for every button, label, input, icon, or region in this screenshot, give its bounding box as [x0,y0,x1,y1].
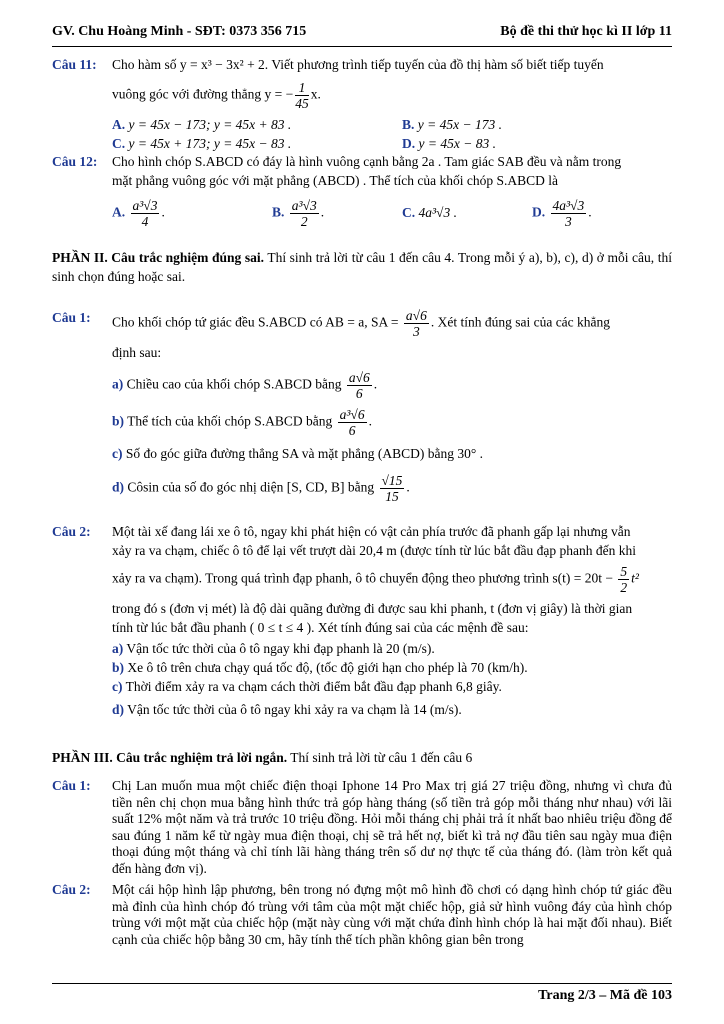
part2-question-2 [52,522,672,719]
fraction [131,198,160,229]
numerator: a√6 [348,370,370,385]
question-text-line1 [112,308,672,339]
statement-a: a) Chiều cao của khối chóp S.ABCD bằng $\frac{a√6}{6}$ . [112,370,378,401]
statement-text: Xe ô tô trên chưa chạy quá tốc độ, (tốc độ giới hạn cho phép là 70 (km/h). [127,660,528,675]
question-text: vuông góc với đường thẳng y = − [112,86,294,102]
question-number: Câu 2: [52,882,91,897]
option-c [402,203,532,222]
options-row-2 [112,134,672,153]
option-label: B. [272,204,285,220]
question-text: Cho hình chóp S.ABCD có đáy là hình vuông cạnh bằng 2a . Tam giác SAB đều và nằm trong [112,154,622,169]
statement-b: b) Thể tích của khối chóp S.ABCD bằng $\frac{\text{a³√6}}{6}$ . [112,407,372,438]
fraction [551,198,587,229]
statement-c [112,677,672,696]
denominator: 15 [385,489,399,504]
option-text: y = 45x − 83 . [418,136,496,151]
options-row-1 [112,115,672,134]
question-11 [52,55,672,153]
option-label: D. [402,136,416,151]
question-number: Câu 1: [52,310,91,325]
statement-d: d) Côsin của số đo góc nhị diện [S, CD, B] bằng $\frac{√15}{15}$ . [112,473,410,504]
statement-label: b) [112,413,125,429]
statement-label: c) [112,446,123,461]
option-text: y = 45x + 173; y = 45x − 83 . [128,136,292,151]
question-text: x. [310,86,321,102]
numerator: a³√3 [291,198,317,213]
denominator: 45 [295,96,309,111]
option-text: 4a³√3 . [418,204,457,220]
statement-label: b) [112,660,125,675]
part-title: PHẦN III. Câu trắc nghiệm trả lời ngắn. [52,750,288,765]
question-text-line2 [112,80,672,111]
question-text: Chị Lan muốn mua một chiếc điện thoại Iphone 14 Pro Max trị giá 27 triệu đồng, nhưng vì chưa đủ tiền nên chị chọn mua bằng hình thức trả góp hàng tháng (số tiền trả góp mỗi tháng như nhau) với lãi suất 12% một năm và trả trước 10 triệu đồng. Hỏi mỗi tháng chị phải trả ít nhất bao nhiêu triệu đồng để sau đúng 1 năm kể từ ngày mua điện thoại, chị sẽ trả hết nợ, biết kì trả nợ đầu tiên sau ngày mua điện thoại đúng một tháng và chỉ tính lãi hàng tháng trên số dư nợ thực tế của tháng đó. (làm tròn kết quả đến hàng đơn vị). [112,778,672,876]
option-c [112,134,402,153]
question-text: Một cái hộp hình lập phương, bên trong nó đựng một mô hình đồ chơi có dạng hình chóp tứ giác đều mà đỉnh của hình chóp đó trùng với tâm của một mặt chiếc hộp, giả sử hình vuông đáy của hình chóp trùng với một mặt của chiếc hộp (mặt này cùng với mặt chứa đỉnh hình chóp là hai mặt đối nhau). Biết cạnh của chiếc hộp bằng 30 cm, hãy tính thể tích phần không gian bên trong [112,882,672,947]
question-number: Câu 2: [52,524,91,539]
statement-label: d) [112,702,125,717]
statement-d [112,700,672,719]
denominator: 3 [564,214,572,229]
part3-question-2 [52,882,672,948]
question-text: trong đó s (đơn vị mét) là độ dài quãng đường đi được sau khi phanh, t (đơn vị giây) là thời gian [112,601,633,616]
fraction [338,407,367,438]
numerator: a√6 [405,308,427,323]
statement-c [112,444,672,463]
options-row [112,198,672,229]
question-text: tính từ lúc bắt đầu phanh ( 0 ≤ t ≤ 4 ). Xét tính đúng sai của các mệnh đề sau: [112,620,529,635]
statement-text: Chiều cao của khối chóp S.ABCD bằng [126,376,342,392]
statement-b [112,658,672,677]
option-label: A. [112,117,126,132]
statement-text: Vận tốc tức thời của ô tô ngay khi đạp phanh là 20 (m/s). [126,641,435,656]
denominator: 6 [348,423,356,438]
denominator: 2 [300,214,308,229]
page-number: Trang 2/3 – Mã đề 103 [538,988,672,1003]
numerator: 4a³√3 [552,198,585,213]
statement-text: Thời điểm xảy ra va chạm cách thời điểm bắt đầu đạp phanh 6,8 giây. [125,679,502,694]
question-text: Một tài xế đang lái xe ô tô, ngay khi phát hiện có vật cản phía trước đã phanh gấp lại nhưng vẫn [112,524,631,539]
option-a [112,115,402,134]
statement-a [112,639,672,658]
numerator: √15 [381,473,403,488]
option-text: y = 45x − 173 . [417,117,502,132]
statement-label: d) [112,479,125,495]
author-info: GV. Chu Hoàng Minh - SĐT: 0373 356 715 [52,24,307,39]
statement-label: c) [112,679,123,694]
statement-text: Côsin của số đo góc nhị diện [S, CD, B] bằng [127,479,375,495]
statement-text: Thể tích của khối chóp S.ABCD bằng [127,413,333,429]
option-d [402,134,496,153]
question-text: định sau: [112,345,162,360]
statement-label: a) [112,376,124,392]
option-d: D. $\frac{\text{4a³√3}}{3}$ . [532,198,592,229]
part-title: PHẦN II. Câu trắc nghiệm đúng sai. [52,250,264,265]
denominator: 4 [141,214,149,229]
denominator: 6 [355,386,363,401]
question-text: . Xét tính đúng sai của các khẳng [430,314,611,330]
part-2-heading [52,248,672,286]
fraction [618,564,629,595]
question-text: Cho hàm số y = x³ − 3x² + 2. Viết phương trình tiếp tuyến của đồ thị hàm số biết tiếp tuyến [112,57,604,72]
denominator: 3 [413,324,420,339]
question-text: t² [631,570,639,586]
statement-text: Số đo góc giữa đường thẳng SA và mặt phẳng (ABCD) bằng 30° . [125,446,484,461]
part-description: Thí sinh trả lời từ câu 1 đến câu 4. Trong mỗi ý a), b), c), d) ở mỗi câu, thí sinh chọn đúng hoặc sai. [52,250,672,284]
question-text: xảy ra va chạm). Trong quá trình đạp phanh, ô tô chuyển động theo phương trình s(t) = 20t − [112,570,613,586]
page-footer [52,983,672,1003]
option-a: A. $\frac{\text{a³√3}}{4}$ . [112,198,165,229]
option-label: D. [532,204,546,220]
exam-title: Bộ đề thi thử học kì II lớp 11 [500,24,672,39]
option-text: y = 45x − 173; y = 45x + 83 . [128,117,292,132]
page-header [52,22,672,47]
statement-label: a) [112,641,124,656]
fraction [290,198,319,229]
option-b [402,115,502,134]
question-number: Câu 12: [52,154,98,169]
question-text: Cho khối chóp tứ giác đều S.ABCD có AB = a, SA = [112,314,399,330]
option-label: C. [112,136,126,151]
fraction [347,370,372,401]
numerator: a³√6 [339,407,365,422]
option-label: A. [112,204,126,220]
option-label: B. [402,117,415,132]
numerator: 1 [295,80,309,96]
part2-question-1 [52,308,672,504]
fraction [380,473,405,504]
numerator: a³√3 [132,198,158,213]
statement-text: Vận tốc tức thời của ô tô ngay khi xảy ra va chạm là 14 (m/s). [127,702,462,717]
question-text-line3 [112,564,672,595]
question-number: Câu 1: [52,778,91,793]
question-text: xảy ra va chạm, chiếc ô tô để lại vết trượt dài 20,4 m (được tính từ lúc bắt đầu đạp phanh đến khi [112,543,636,558]
question-12 [52,152,672,229]
part-description: Thí sinh trả lời từ câu 1 đến câu 6 [287,750,473,765]
fraction [295,80,309,111]
part3-question-1 [52,778,672,877]
option-label: C. [402,204,416,220]
numerator: 5 [620,564,628,579]
question-text: mặt phẳng vuông góc với mặt phẳng (ABCD) . Thể tích của khối chóp S.ABCD là [112,173,558,188]
question-number: Câu 11: [52,57,97,72]
option-b: B. $\frac{\text{a³√3}}{2}$ . [272,198,325,229]
part-3-heading [52,748,672,767]
denominator: 2 [620,580,628,595]
fraction [404,308,429,339]
